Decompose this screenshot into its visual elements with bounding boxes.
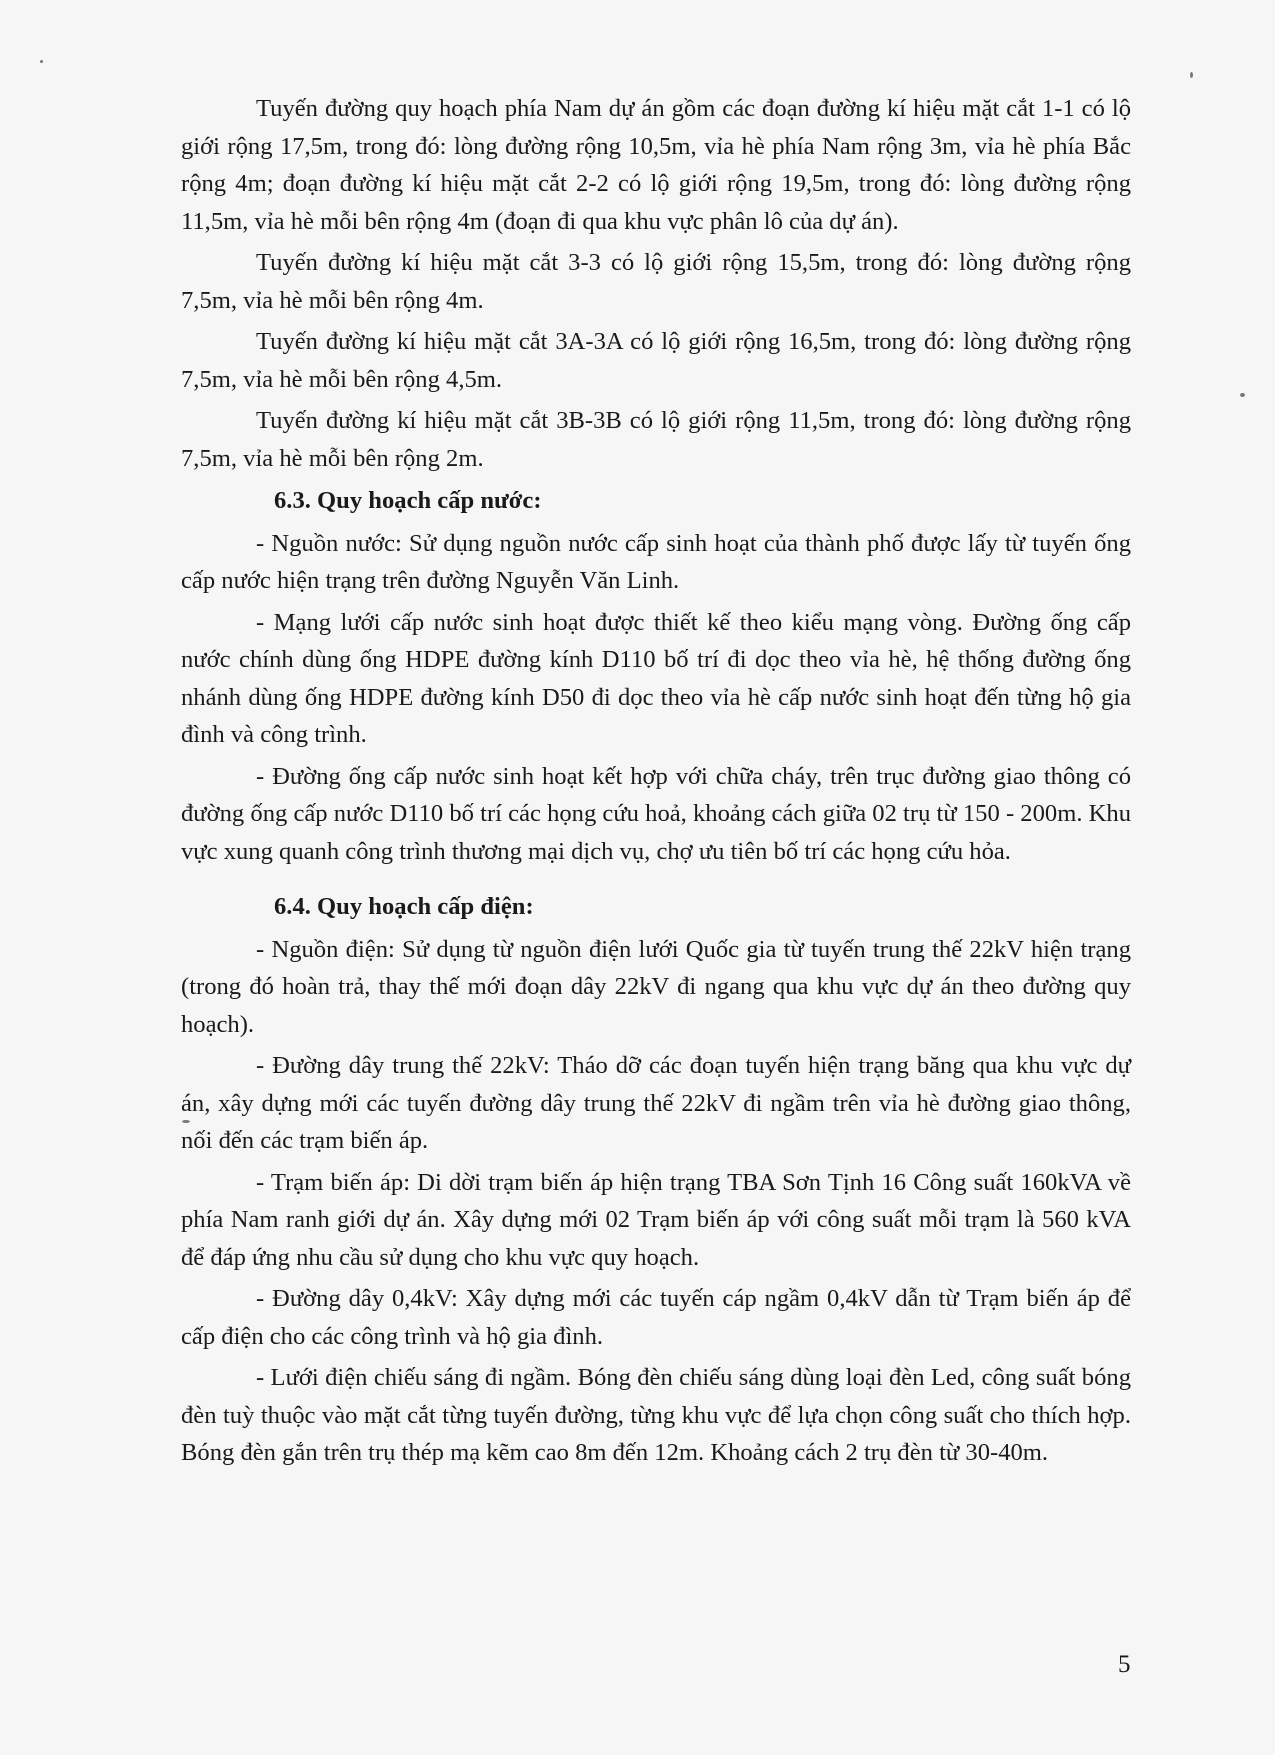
paragraph-power-source: - Nguồn điện: Sử dụng từ nguồn điện lưới Quốc gia từ tuyến trung thế 22kV hiện trạng (trong đó hoàn trả, thay thế mới đoạn dây 22kV đi ngang qua khu vực dự án theo đường quy hoạch). <box>181 935 1131 1038</box>
paragraph-water-network: - Mạng lưới cấp nước sinh hoạt được thiết kế theo kiểu mạng vòng. Đường ống cấp nước chính dùng ống HDPE đường kính D110 bố trí đi dọc theo vỉa hè, hệ thống đường ống nhánh dùng ống HDPE đường kính D50 đi dọc theo vỉa hè cấp nước sinh hoạt đến từng hộ gia đình và công trình. <box>181 608 1131 748</box>
paragraph-road-south: Tuyến đường quy hoạch phía Nam dự án gồm các đoạn đường kí hiệu mặt cắt 1-1 có lộ giới rộng 17,5m, trong đó: lòng đường rộng 10,5m, vỉa hè phía Nam rộng 3m, vỉa hè phía Bắc rộng 4m; đoạn đường kí hiệu mặt cắt 2-2 có lộ giới rộng 19,5m, trong đó: lòng đường rộng 11,5m, vỉa hè mỗi bên rộng 4m (đoạn đi qua khu vực phân lô của dự án). <box>181 95 1131 235</box>
paragraph-water-source: - Nguồn nước: Sử dụng nguồn nước cấp sinh hoạt của thành phố được lấy từ tuyến ống cấp nước hiện trạng trên đường Nguyễn Văn Linh. <box>181 529 1131 594</box>
paragraph-power-transformer: - Trạm biến áp: Di dời trạm biến áp hiện trạng TBA Sơn Tịnh 16 Công suất 160kVA về phía Nam ranh giới dự án. Xây dựng mới 02 Trạm biến áp với công suất mỗi trạm là 560 kVA để đáp ứng nhu cầu sử dụng cho khu vực quy hoạch. <box>181 1168 1131 1271</box>
scan-speck <box>1240 393 1245 397</box>
paragraph-power-lighting: - Lưới điện chiếu sáng đi ngầm. Bóng đèn chiếu sáng dùng loại đèn Led, công suất bóng đèn tuỳ thuộc vào mặt cắt từng tuyến đường, từng khu vực để lựa chọn công suất cho thích hợp. Bóng đèn gắn trên trụ thép mạ kẽm cao 8m đến 12m. Khoảng cách 2 trụ đèn từ 30-40m. <box>181 1364 1131 1466</box>
paragraph-power-22kv: - Đường dây trung thế 22kV: Tháo dỡ các đoạn tuyến hiện trạng băng qua khu vực dự án, xây dựng mới các tuyến đường dây trung thế 22kV đi ngầm trên vỉa hè đường giao thông, nối đến các trạm biến áp. <box>181 1052 1131 1154</box>
page-number: 5 <box>1118 1651 1131 1678</box>
heading-water-supply: 6.3. Quy hoạch cấp nước: <box>274 487 542 514</box>
paragraph-road-3b-3b: Tuyến đường kí hiệu mặt cắt 3B-3B có lộ giới rộng 11,5m, trong đó: lòng đường rộng 7,5m, vỉa hè mỗi bên rộng 2m. <box>181 407 1131 472</box>
paragraph-water-firefighting: - Đường ống cấp nước sinh hoạt kết hợp với chữa cháy, trên trục đường giao thông có đường ống cấp nước D110 bố trí các họng cứu hoả, khoảng cách giữa 02 trụ từ 150 - 200m. Khu vực xung quanh công trình thương mại dịch vụ, chợ ưu tiên bố trí các họng cứu hỏa. <box>181 762 1131 865</box>
paragraph-road-3a-3a: Tuyến đường kí hiệu mặt cắt 3A-3A có lộ giới rộng 16,5m, trong đó: lòng đường rộng 7,5m, vỉa hè mỗi bên rộng 4,5m. <box>181 328 1131 393</box>
document-body <box>181 90 1131 1472</box>
paragraph-power-04kv: - Đường dây 0,4kV: Xây dựng mới các tuyến cáp ngầm 0,4kV dẫn từ Trạm biến áp để cấp điện cho các công trình và hộ gia đình. <box>181 1285 1131 1350</box>
scan-speck <box>40 60 43 63</box>
paragraph-road-3-3: Tuyến đường kí hiệu mặt cắt 3-3 có lộ giới rộng 15,5m, trong đó: lòng đường rộng 7,5m, vỉa hè mỗi bên rộng 4m. <box>181 249 1131 314</box>
heading-power-supply: 6.4. Quy hoạch cấp điện: <box>274 893 534 920</box>
scan-speck <box>1190 72 1193 78</box>
